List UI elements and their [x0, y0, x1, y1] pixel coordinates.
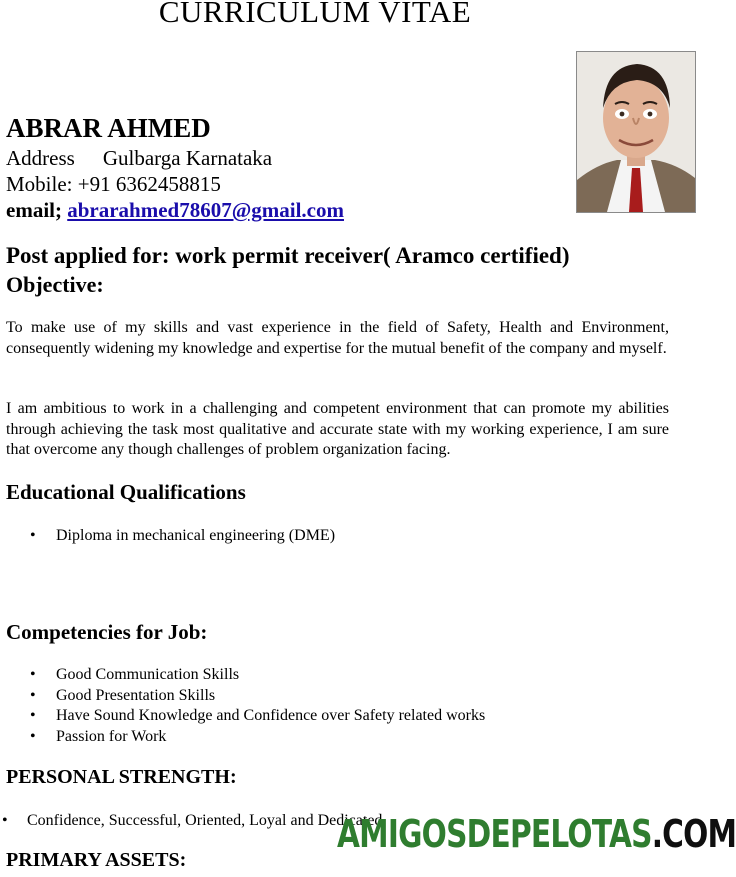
mobile-line: Mobile: +91 6362458815	[6, 172, 221, 196]
email-line	[6, 198, 344, 223]
watermark-domain: .COM	[651, 812, 736, 856]
list-item: • Good Communication Skills	[56, 665, 485, 686]
list-item: • Diploma in mechanical engineering (DME)	[56, 526, 335, 547]
candidate-name: ABRAR AHMED	[6, 113, 211, 143]
objective-paragraph-2: I am ambitious to work in a challenging and competent environment that can promote my abilities through achieving the task most qualitative and accurate state with my working experience, I am sure that overcome any though challenges of problem organization facing.	[6, 400, 669, 458]
objective-heading: Objective:	[6, 272, 104, 297]
list-item: • Passion for Work	[56, 727, 485, 748]
profile-photo-image	[577, 52, 695, 212]
objective-paragraph-1: To make use of my skills and vast experience in the field of Safety, Health and Environment, consequently widening my knowledge and expertise for the mutual benefit of the company and myself.	[6, 319, 669, 357]
address-label: Address	[6, 146, 75, 170]
list-item: • Confidence, Successful, Oriented, Loyal and Dedicated	[27, 811, 382, 832]
address-value: Gulbarga Karnataka	[102, 146, 273, 170]
list-item: • Have Sound Knowledge and Confidence over Safety related works	[56, 706, 485, 727]
email-label: email;	[6, 198, 62, 222]
competencies-heading: Competencies for Job:	[6, 620, 208, 644]
email-link[interactable]: abrarahmed78607@gmail.com	[67, 198, 344, 222]
education-list	[56, 526, 335, 547]
post-applied: Post applied for: work permit receiver( Aramco certified)	[6, 243, 570, 268]
personal-strength-list	[27, 811, 382, 832]
personal-strength-heading: PERSONAL STRENGTH:	[6, 766, 237, 788]
primary-assets-heading: PRIMARY ASSETS:	[6, 849, 187, 871]
competencies-list	[56, 665, 485, 747]
watermark	[337, 812, 736, 856]
address-line	[6, 146, 272, 171]
document-title: CURRICULUM VITAE	[158, 0, 472, 29]
watermark-text: AMIGOSDEPELOTAS	[337, 812, 652, 856]
education-heading: Educational Qualifications	[6, 480, 246, 504]
list-item: • Good Presentation Skills	[56, 686, 485, 707]
profile-photo	[576, 51, 696, 213]
